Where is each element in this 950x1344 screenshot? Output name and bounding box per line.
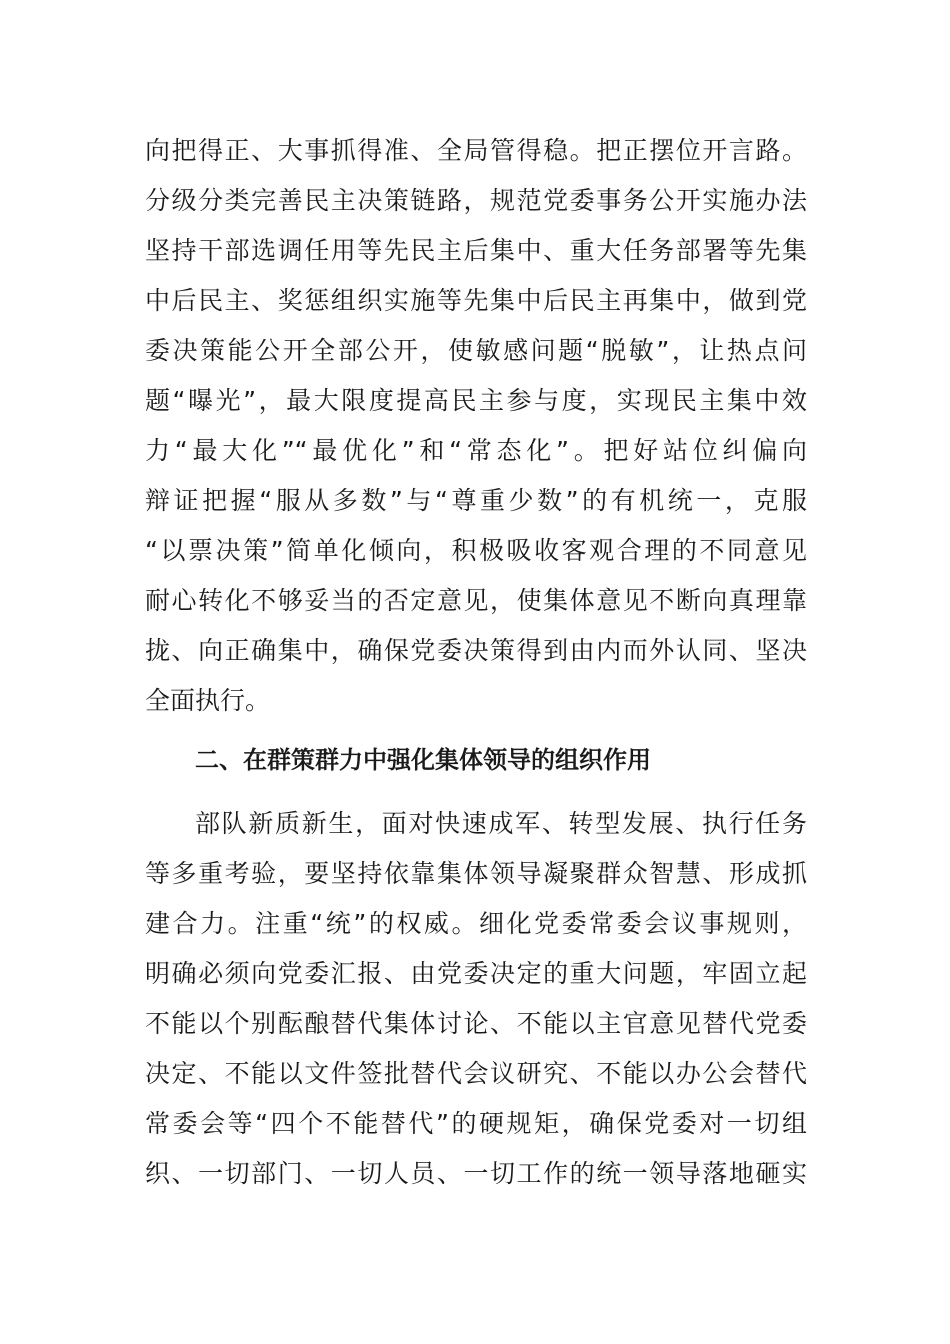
- paragraph-line: “以票决策”简单化倾向，积极吸收客观合理的不同意见: [145, 536, 807, 565]
- paragraph-line: 向把得正、大事抓得准、全局管得稳。把正摆位开言路。: [145, 136, 807, 165]
- section-heading: 二、在群策群力中强化集体领导的组织作用: [195, 746, 651, 774]
- paragraph-line: 拢、向正确集中，确保党委决策得到由内而外认同、坚决: [145, 636, 807, 665]
- paragraph-line: 常委会等“四个不能替代”的硬规矩，确保党委对一切组: [145, 1109, 807, 1138]
- paragraph-line: 不能以个别酝酿替代集体讨论、不能以主官意见替代党委: [145, 1009, 807, 1038]
- paragraph-line: 题“曝光”，最大限度提高民主参与度，实现民主集中效: [145, 386, 807, 415]
- paragraph-line: 决定、不能以文件签批替代会议研究、不能以办公会替代: [145, 1059, 807, 1088]
- paragraph-line: 明确必须向党委汇报、由党委决定的重大问题，牢固立起: [145, 959, 807, 988]
- paragraph-line: 中后民主、奖惩组织实施等先集中后民主再集中，做到党: [145, 286, 807, 315]
- paragraph-line: 辩证把握“服从多数”与“尊重少数”的有机统一，克服: [145, 486, 807, 515]
- paragraph-line: 全面执行。: [145, 686, 271, 715]
- paragraph-line: 耐心转化不够妥当的否定意见，使集体意见不断向真理靠: [145, 586, 807, 615]
- paragraph-line: 力“最大化”“最优化”和“常态化”。把好站位纠偏向: [145, 436, 807, 465]
- paragraph-line: 部队新质新生，面对快速成军、转型发展、执行任务: [195, 809, 807, 838]
- paragraph-line: 分级分类完善民主决策链路，规范党委事务公开实施办法: [145, 186, 807, 215]
- paragraph-line: 坚持干部选调任用等先民主后集中、重大任务部署等先集: [145, 236, 807, 265]
- paragraph-line: 建合力。注重“统”的权威。细化党委常委会议事规则，: [145, 909, 807, 938]
- paragraph-line: 织、一切部门、一切人员、一切工作的统一领导落地砸实: [145, 1159, 807, 1188]
- paragraph-line: 委决策能公开全部公开，使敏感问题“脱敏”，让热点问: [145, 336, 807, 365]
- paragraph-line: 等多重考验，要坚持依靠集体领导凝聚群众智慧、形成抓: [145, 859, 807, 888]
